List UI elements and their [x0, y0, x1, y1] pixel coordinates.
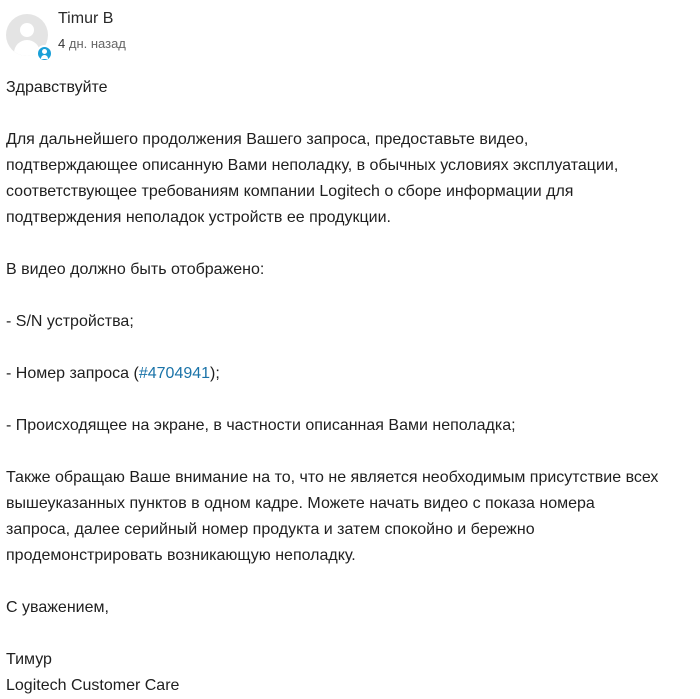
message-body	[6, 75, 694, 699]
paragraph-line: подтверждения неполадок устройств ее продукции.	[6, 209, 391, 226]
paragraph-line: Для дальнейшего продолжения Вашего запроса, предоставьте видео,	[6, 131, 529, 148]
agent-badge-icon	[36, 45, 53, 62]
paragraph-line: продемонстрировать возникающую неполадку.	[6, 547, 356, 564]
video-requirements-intro: В видео должно быть отображено:	[6, 261, 265, 278]
badge-head	[42, 49, 47, 54]
avatar-head	[20, 23, 34, 37]
paragraph-line: соответствующее требованиям компании Logitech о сборе информации для	[6, 183, 574, 200]
paragraph-line: запроса, далее серийный номер продукта и затем спокойно и бережно	[6, 521, 535, 538]
greeting: Здравствуйте	[6, 79, 108, 96]
paragraph-line: вышеуказанных пунктов в одном кадре. Можете начать видео с показа номера	[6, 495, 595, 512]
ticket-link[interactable]: #4704941	[138, 365, 211, 382]
paragraph-line: подтверждающее описанную Вами неполадку, в обычных условиях эксплуатации,	[6, 157, 619, 174]
signature-team: Logitech Customer Care	[6, 677, 180, 694]
timestamp	[58, 36, 126, 51]
requirement-item: - S/N устройства;	[6, 313, 134, 330]
requirement-suffix: );	[210, 365, 220, 382]
author-name[interactable]: Timur B	[58, 10, 114, 27]
closing: С уважением,	[6, 599, 109, 616]
paragraph-line: Также обращаю Ваше внимание на то, что не является необходимым присутствие всех	[6, 469, 659, 486]
timestamp-number: 4	[58, 36, 66, 51]
requirement-item	[6, 361, 694, 387]
badge-body	[41, 55, 48, 59]
signature-name: Тимур	[6, 651, 52, 668]
timestamp-text: дн. назад	[68, 36, 126, 51]
requirement-prefix: - Номер запроса (	[6, 365, 139, 382]
message-header	[6, 10, 686, 60]
requirement-item: - Происходящее на экране, в частности описанная Вами неполадка;	[6, 417, 516, 434]
